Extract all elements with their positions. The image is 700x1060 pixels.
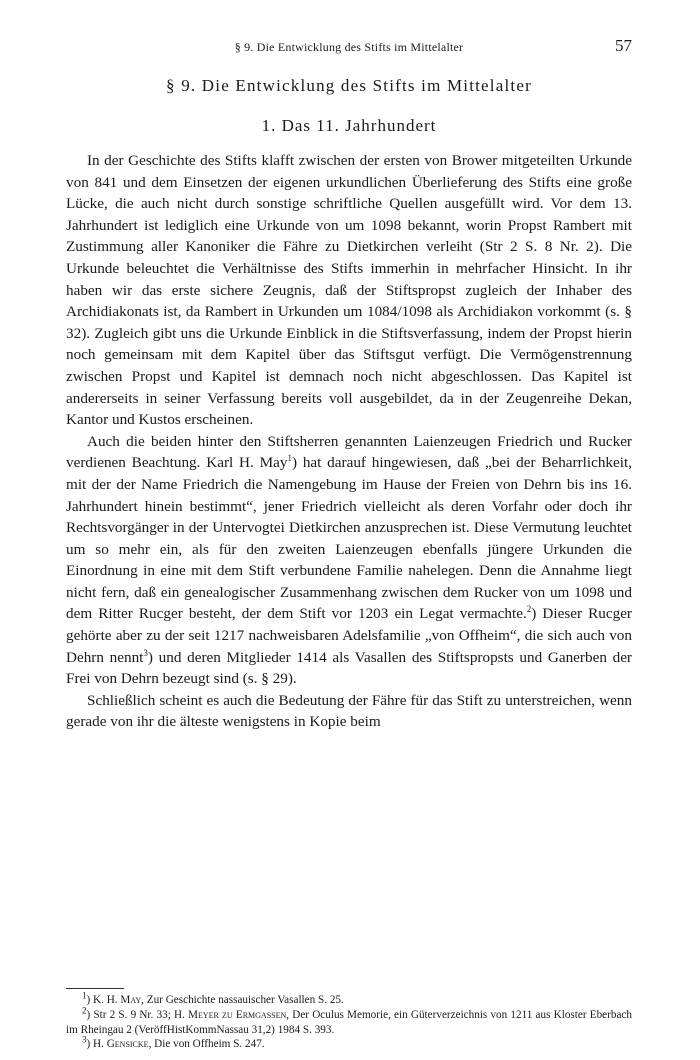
- footnote-1-author: May: [120, 994, 142, 1006]
- footnote-divider: [66, 988, 124, 989]
- footnote-3-mark: 3: [82, 1034, 87, 1045]
- footnote-ref-2[interactable]: 2: [526, 604, 532, 615]
- page-number: 57: [615, 36, 632, 55]
- footnote-1: [66, 990, 632, 1008]
- footnote-3-text: , Die von Offheim S. 247.: [148, 1038, 265, 1051]
- section-subtitle: 1. Das 11. Jahrhundert: [261, 116, 437, 135]
- footnote-3-prefix: ) H.: [86, 1038, 107, 1051]
- running-head: [66, 38, 632, 60]
- footnote-2-mark: 2: [82, 1005, 87, 1016]
- body-text: [66, 150, 632, 733]
- footnote-2-text: , Der Oculus Memorie, ein Güterverzeichnis von 1211 aus Kloster Eberbach im Rheingau 2 (VeröffHistKommNassau 31,2) 1984 S. 393.: [66, 1008, 632, 1036]
- footnotes: [66, 990, 632, 1052]
- paragraph-2-part-a: Auch die beiden hinter den Stiftsherren genannten Laienzeugen Friedrich und Rucker verdienen Beachtung. Karl H. May: [66, 432, 632, 472]
- footnote-2: [66, 1005, 632, 1038]
- paragraph-2-part-b: ) hat darauf hingewiesen, daß „bei der Beharrlichkeit, mit der der Name Friedrich die Namengebung im Hause der Freien von Dehrn bis ins 16. Jahrhundert hinein bestimmt“, jener Friedrich vielleicht als deren Vorfahr oder doch ihr Rechtsvorgänger in der Untervogtei Dietkirchen anzusprechen ist. Diese Vermutung leuchtet um so mehr ein, als für den zweiten Laienzeugen ebenfalls jüngere Urkunden die Einordnung in eine mit dem Stift verbundene Familie nahelegen. Denn die Annahme liegt nicht fern, daß ein genealogischer Zusammenhang zwischen dem Rucker von um 1098 und dem Ritter Rucger besteht, der dem Stift vor 1203 ein Legat vermachte.: [66, 454, 633, 623]
- footnote-2-prefix: ) Str 2 S. 9 Nr. 33; H.: [86, 1008, 189, 1021]
- footnote-1-mark: 1: [82, 990, 87, 1001]
- footnote-3-author: Gensicke: [106, 1038, 149, 1051]
- section-title: § 9. Die Entwicklung des Stifts im Mittelalter: [166, 76, 532, 95]
- paragraph-1: In der Geschichte des Stifts klafft zwischen der ersten von Brower mitgeteilten Urkunde von 841 und dem Einsetzen der eigenen urkundlichen Überlieferung des Stifts eine große Lücke, die auch nicht durch sonstige schriftliche Quellen ausgefüllt wird. Vor dem 13. Jahrhundert ist lediglich eine Urkunde von um 1098 bekannt, worin Propst Rambert mit Zustimmung aller Kanoniker die Fähre zu Dietkirchen verleiht (Str 2 S. 8 Nr. 2). Die Urkunde beleuchtet die Verhältnisse des Stifts immerhin in mehrfacher Hinsicht. In ihr haben wir das erste sichere Zeugnis, daß der Stiftspropst zugleich der Inhaber des Archidiakonats ist, da Rambert in Urkunden um 1084/1098 als Archidiakon vorkommt (s. § 32). Zugleich gibt uns die Urkunde Einblick in die Stiftsverfassung, indem der Propst hierin noch gemeinsam mit dem Kapitel über das Stiftsgut verfügt. Die Vermögenstrennung zwischen Propst und Kapitel ist demnach noch nicht abgeschlossen. Das Kapitel ist andererseits in seiner Verfassung bereits voll ausgebildet, da in der Zeugenreihe Dekan, Kantor und Kustos erscheinen.: [66, 152, 632, 429]
- footnote-3: [66, 1034, 632, 1052]
- footnote-ref-1[interactable]: 1: [287, 453, 292, 464]
- paragraph-3: Schließlich scheint es auch die Bedeutung der Fähre für das Stift zu unterstreichen, wenn gerade von ihr die älteste wenigstens in Kopie beim: [66, 691, 632, 731]
- paragraph-2-part-c: ) Dieser Rucger gehörte aber zu der seit 1217 nachweisbaren Adelsfamilie „von Offheim“, die sich auch von Dehrn nennt: [66, 605, 632, 666]
- running-title: § 9. Die Entwicklung des Stifts im Mittelalter: [234, 40, 464, 54]
- paragraph-2: [66, 431, 632, 690]
- footnote-1-prefix: ) K. H.: [86, 994, 121, 1006]
- footnote-ref-3[interactable]: 3: [143, 647, 148, 658]
- footnote-1-text: , Zur Geschichte nassauischer Vasallen S. 25.: [141, 994, 344, 1006]
- footnote-2-author: Meyer zu Ermgassen: [188, 1008, 287, 1021]
- paragraph-2-part-d: ) und deren Mitglieder 1414 als Vasallen des Stiftspropsts und Ganerben der Frei von Dehrn bezeugt sind (s. § 29).: [66, 648, 632, 688]
